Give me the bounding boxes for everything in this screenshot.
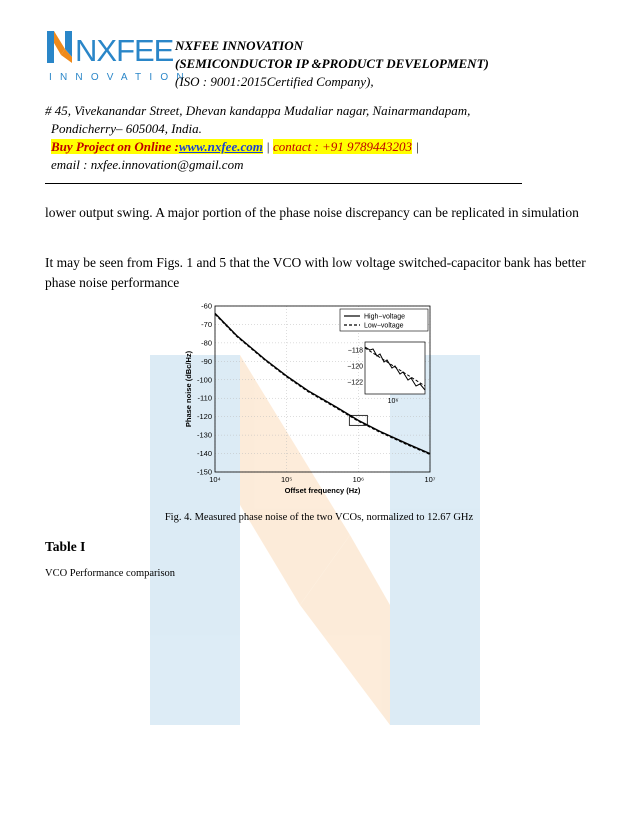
figure-caption: Fig. 4. Measured phase noise of the two VCOs, normalized to 12.67 GHz xyxy=(164,512,474,523)
y-tick-label: -90 xyxy=(201,356,212,366)
y-tick-label: -80 xyxy=(201,338,212,348)
y-tick-label: -120 xyxy=(196,412,212,422)
x-axis-label: Offset frequency (Hz) xyxy=(284,486,361,495)
legend-label: High−voltage xyxy=(364,313,406,321)
company-division: (SEMICONDUCTOR IP &PRODUCT DEVELOPMENT) xyxy=(175,56,489,71)
svg-text:NXFEE: NXFEE xyxy=(75,33,174,68)
company-name: NXFEE INNOVATION xyxy=(175,38,303,53)
y-tick-label: -60 xyxy=(201,301,212,311)
address-line-2: Pondicherry– 605004, India. xyxy=(51,121,202,136)
x-tick-label: 10⁵ xyxy=(280,475,293,484)
inset-x-tick-label: 10⁶ xyxy=(387,398,399,405)
buy-online-label: Buy Project on Online : xyxy=(51,139,179,154)
table-heading: Table I xyxy=(45,539,86,554)
inset-y-tick-label: −118 xyxy=(347,347,363,355)
y-tick-label: -100 xyxy=(196,375,212,385)
y-tick-label: -110 xyxy=(197,393,212,403)
y-axis-label: Phase noise (dBc/Hz) xyxy=(184,350,193,428)
email-line: email : nxfee.innovation@gmail.com xyxy=(51,157,244,172)
address-line-1: # 45, Vivekanandar Street, Dhevan kandappa Mudaliar nagar, Nainarmandapam, xyxy=(45,103,471,118)
phase-noise-chart xyxy=(175,300,445,500)
svg-text:INNOVATION: INNOVATION xyxy=(49,72,192,83)
paragraph-1: lower output swing. A major portion of the phase noise discrepancy can be replicated in simulation xyxy=(45,205,579,220)
y-tick-label: -130 xyxy=(196,430,212,440)
inset-y-tick-label: −122 xyxy=(347,379,363,387)
y-tick-label: -150 xyxy=(196,467,212,477)
nxfee-logo xyxy=(45,27,192,83)
separator: | xyxy=(266,139,270,154)
inset-y-tick-label: −120 xyxy=(347,363,363,371)
buy-contact-line xyxy=(51,139,419,155)
x-tick-label: 10⁴ xyxy=(209,475,221,484)
y-tick-label: -70 xyxy=(201,319,212,329)
contact-phone: contact : +91 9789443203 xyxy=(272,139,413,154)
x-tick-label: 10⁷ xyxy=(424,475,436,484)
x-tick-label: 10⁶ xyxy=(352,475,365,484)
y-tick-label: -140 xyxy=(196,449,212,459)
legend-label: Low−voltage xyxy=(364,322,404,330)
separator: | xyxy=(415,139,419,154)
header-divider xyxy=(45,183,522,184)
paragraph-2: It may be seen from Figs. 1 and 5 that the VCO with low voltage switched-capacitor bank has better phase noise performance xyxy=(45,255,586,290)
iso-certification: (ISO : 9001:2015Certified Company), xyxy=(175,74,374,89)
website-link[interactable]: www.nxfee.com xyxy=(178,139,263,154)
table-caption: VCO Performance comparison xyxy=(45,568,176,579)
